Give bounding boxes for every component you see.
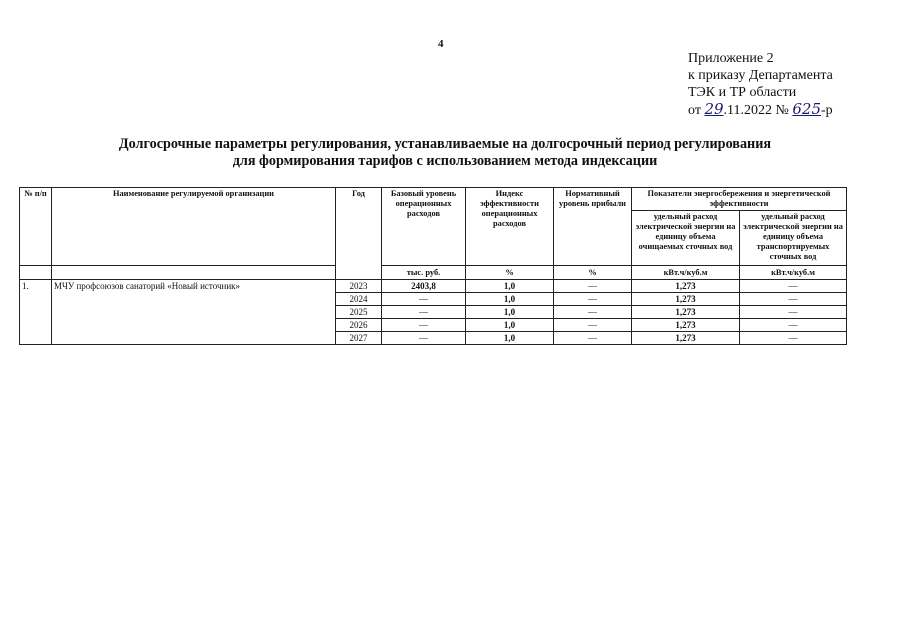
cell-energy-1: 1,273 — [632, 280, 740, 293]
cell-energy-1: 1,273 — [632, 319, 740, 332]
title-line-1: Долгосрочные параметры регулирования, устанавливаемые на долгосрочный период регулирования — [118, 136, 772, 152]
cell-year: 2023 — [336, 280, 382, 293]
cell-base: 2403,8 — [382, 280, 466, 293]
unit-base: тыс. руб. — [382, 266, 466, 280]
unit-energy-2: кВт.ч/куб.м — [740, 266, 847, 280]
cell-base: — — [382, 306, 466, 319]
header-profit: Нормативный уровень прибыли — [554, 188, 632, 266]
cell-index: 1,0 — [466, 332, 554, 345]
header-org: Наименование регулируемой организации — [52, 188, 336, 266]
cell-base: — — [382, 332, 466, 345]
cell-year: 2027 — [336, 332, 382, 345]
units-org — [52, 266, 336, 280]
header-num: № п/п — [20, 188, 52, 266]
organization-name: МЧУ профсоюзов санаторий «Новый источник» — [52, 280, 336, 345]
appendix-block — [688, 50, 833, 119]
header-row-1 — [20, 188, 847, 211]
units-num — [20, 266, 52, 280]
appendix-line-3: ТЭК и ТР области — [688, 85, 797, 100]
cell-year: 2026 — [336, 319, 382, 332]
appendix-line-1: Приложение 2 — [688, 51, 774, 66]
cell-base: — — [382, 293, 466, 306]
header-year: Год — [336, 188, 382, 280]
unit-energy-1: кВт.ч/куб.м — [632, 266, 740, 280]
cell-year: 2024 — [336, 293, 382, 306]
header-energy-group: Показатели энергосбережения и энергетической эффективности — [632, 188, 847, 211]
cell-energy-1: 1,273 — [632, 332, 740, 345]
date-day-handwritten: 29 — [704, 100, 724, 118]
row-number: 1. — [20, 280, 52, 345]
cell-profit: — — [554, 306, 632, 319]
page-number: 4 — [438, 38, 444, 50]
cell-index: 1,0 — [466, 319, 554, 332]
cell-energy-2: — — [740, 280, 847, 293]
cell-profit: — — [554, 332, 632, 345]
header-base: Базовый уровень операционных расходов — [382, 188, 466, 266]
cell-year: 2025 — [336, 306, 382, 319]
cell-energy-2: — — [740, 293, 847, 306]
date-suffix: -р — [821, 103, 833, 118]
date-middle: .11.2022 № — [723, 103, 793, 118]
parameters-table — [19, 187, 847, 345]
units-row — [20, 266, 847, 280]
title-line-2: для формирования тарифов с использованием метода индексации — [232, 153, 658, 169]
cell-profit: — — [554, 319, 632, 332]
header-energy-2: удельный расход электрической энергии на единицу объема транспортируемых сточных вод — [740, 211, 847, 266]
cell-index: 1,0 — [466, 293, 554, 306]
unit-profit: % — [554, 266, 632, 280]
cell-energy-2: — — [740, 306, 847, 319]
cell-index: 1,0 — [466, 280, 554, 293]
document-title — [40, 136, 850, 170]
unit-index: % — [466, 266, 554, 280]
cell-energy-1: 1,273 — [632, 306, 740, 319]
cell-profit: — — [554, 293, 632, 306]
cell-energy-2: — — [740, 332, 847, 345]
appendix-line-2: к приказу Департамента — [688, 68, 833, 83]
cell-energy-1: 1,273 — [632, 293, 740, 306]
date-prefix: от — [688, 103, 705, 118]
appendix-date-line — [688, 101, 833, 119]
cell-index: 1,0 — [466, 306, 554, 319]
table-row — [20, 280, 847, 293]
cell-base: — — [382, 319, 466, 332]
header-energy-1: удельный расход электрической энергии на единицу объема очищаемых сточных вод — [632, 211, 740, 266]
header-index: Индекс эффективности операционных расходов — [466, 188, 554, 266]
cell-energy-2: — — [740, 319, 847, 332]
order-number-handwritten: 625 — [792, 100, 822, 118]
cell-profit: — — [554, 280, 632, 293]
